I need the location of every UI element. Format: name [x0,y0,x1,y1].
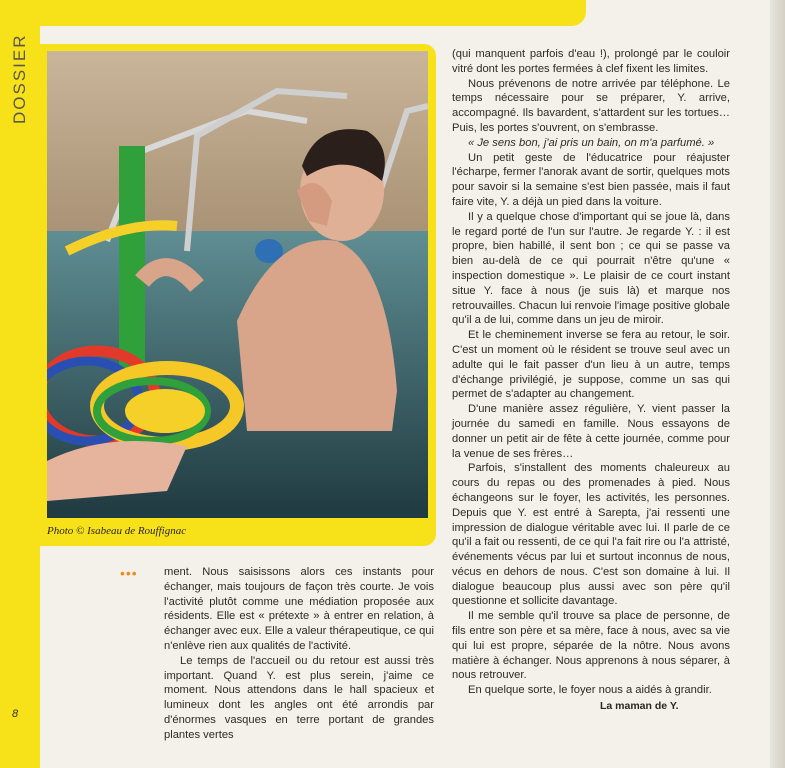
paragraph: Nous prévenons de notre arrivée par téléphone. Le temps nécessaire pour se préparer, Y. arrive, accompagné. Ils bavardent, s'attardent sur les tortues… Puis, les portes s'ouvrent, on s'embrasse. [452,77,730,134]
paragraph: ment. Nous saisissons alors ces instants pour échanger, mais toujours de façon très courte. Je vois l'activité plutôt comme une médiation proposée aux résidents. Elle est « prétexte » à entrer en relation, à échanger avec eux. Elle a valeur thérapeutique, ce qui n'enlève rien aux qualités de l'activité. [164,566,434,652]
top-yellow-band [0,0,586,26]
article-right-column [452,47,730,698]
paragraph: (qui manquent parfois d'eau !), prolongé par le couloir vitré dont les portes fermées à clef fixent les limites. [452,48,730,75]
page-edge [770,0,785,768]
paragraph: Parfois, s'installent des moments chaleureux au cours du repas ou des promenades à pied. Nous échangeons sur le foyer, les activités, les personnes. Depuis que Y. est entré à Sarepta, j'ai ressenti une impression de dialogue véritable avec lui. Il parle de ce qu'il a fait ou ressenti, de ce qui l'a fait rire ou l'a attristé, événements vécus par lui et surtout inconnus de nous, vécus en dehors de nous. C'est son domaine à lui. Il dialogue beaucoup plus aussi avec son père qu'il questionne et sollicite davantage. [452,462,730,608]
photo-pool-rings [47,51,428,518]
photo-illustration [47,51,428,518]
paragraph: Un petit geste de l'éducatrice pour réajuster l'écharpe, fermer l'anorak avant de sortir, quelques mots pour savoir si la semaine s'est bien passée, mais il faut faire vite, Y. a déjà un pied dans la voiture. [452,151,730,208]
paragraph: Le temps de l'accueil ou du retour est aussi très important. Quand Y. est plus serein, j'aime ce moment. Nous attendons dans le hall spacieux et lumineux dont les angles ont été arrondis par d'énormes vasques en terre portant de grandes plantes vertes [164,654,434,741]
paragraph: En quelque sorte, le foyer nous a aidés à grandir. [468,684,712,697]
paragraph: Il me semble qu'il trouve sa place de personne, de fils entre son père et sa mère, face à nous, avec sa vie qui lui est propre, séparée de la nôtre. Nous avons matière à échanger. Nous apprenons à nous séparer, à nous retrouver. [452,610,730,682]
paragraph: Il y a quelque chose d'important qui se joue là, dans le regard porté de l'un sur l'autre. Je regarde Y. : il est propre, bien habillé, il sent bon ; ce qui se passe va bien au-delà de ce qui pourrait n'être qu'une « inspection domestique ». Le plaisir de ce court instant situe Y. face à nous (je suis là) et marque nos retrouvailles. Chacun lui renvoie l'image positive globale qu'il a de lui, comme dans un jeu de miroir. [452,210,730,327]
section-label: DOSSIER [10,33,29,125]
signature: La maman de Y. [600,700,679,712]
continuation-dots-icon: ••• [120,565,138,581]
photo-credit: Photo © Isabeau de Rouffignac [47,525,187,537]
page-number: 8 [12,708,19,720]
paragraph: Et le cheminement inverse se fera au retour, le soir. C'est un moment où le résident se trouve seul avec un adulte qui le fait passer d'un lieu à un autre, temps d'échange privilégié, je suppose, comme un sas qui permet de s'adapter au changement. [452,329,730,401]
article-bottom-column [164,565,434,743]
paragraph: D'une manière assez régulière, Y. vient passer la journée du samedi en famille. Nous essayons de donner un petit air de fête à cette journée, comme pour la venue de ses frères… [452,403,730,460]
quote-paragraph: « Je sens bon, j'ai pris un bain, on m'a parfumé. » [468,136,715,149]
